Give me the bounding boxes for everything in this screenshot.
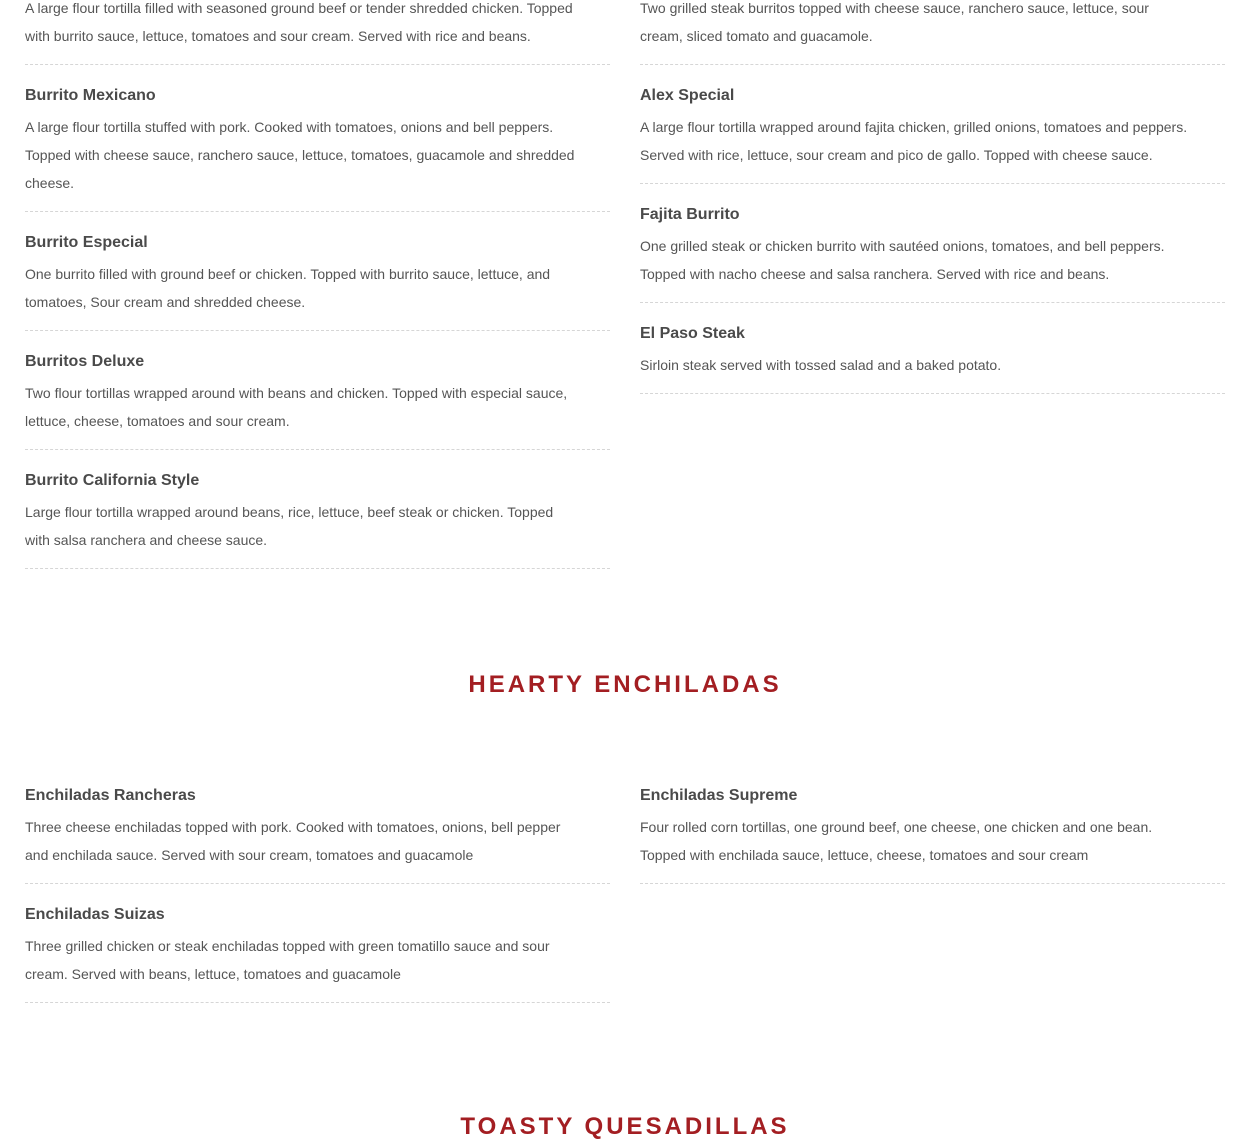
menu-item-description: Sirloin steak served with tossed salad and a baked potato.	[640, 357, 1002, 373]
menu-item	[25, 232, 610, 331]
menu-item-name: Alex Special	[640, 87, 735, 104]
menu-item	[640, 0, 1225, 65]
menu-item-name: El Paso Steak	[640, 325, 745, 342]
menu-item-description: A large flour tortilla filled with seasoned ground beef or tender shredded chicken. Topped with burrito sauce, lettuce, tomatoes and sour cream. Served with rice and beans.	[25, 0, 573, 44]
menu-item-description: One grilled steak or chicken burrito with sautéed onions, tomatoes, and bell peppers. Topped with nacho cheese and salsa ranchera. Served with rice and beans.	[640, 238, 1165, 282]
menu-item-description: A large flour tortilla stuffed with pork. Cooked with tomatoes, onions and bell peppers. Topped with cheese sauce, ranchero sauce, lettuce, tomatoes, guacamole and shredded cheese.	[25, 119, 575, 191]
menu-item	[25, 785, 610, 884]
menu-item-description: Three cheese enchiladas topped with pork. Cooked with tomatoes, onions, bell pepper and enchilada sauce. Served with sour cream, tomatoes and guacamole	[25, 819, 561, 863]
menu-item-name: Enchiladas Suizas	[25, 906, 165, 923]
menu-item	[25, 351, 610, 450]
menu-item-description: Four rolled corn tortillas, one ground beef, one cheese, one chicken and one bean. Topped with enchilada sauce, lettuce, cheese, tomatoes and sour cream	[640, 819, 1153, 863]
menu-item	[640, 785, 1225, 884]
section-heading-quesadillas: TOASTY QUESADILLAS	[460, 1113, 790, 1140]
menu-item-description: A large flour tortilla wrapped around fajita chicken, grilled onions, tomatoes and peppers. Served with rice, lettuce, sour cream and pico de gallo. Topped with cheese sauce.	[640, 119, 1188, 163]
menu-item	[640, 85, 1225, 184]
menu-item-name: Enchiladas Rancheras	[25, 787, 196, 804]
menu-item-name: Burrito Mexicano	[25, 87, 156, 104]
burritos-left-column	[25, 0, 610, 589]
menu-item	[25, 85, 610, 212]
enchiladas-right-column	[640, 785, 1225, 904]
menu-item-description: Large flour tortilla wrapped around beans, rice, lettuce, beef steak or chicken. Topped with salsa ranchera and cheese sauce.	[25, 504, 554, 548]
menu-item	[640, 323, 1225, 394]
menu-item-description: One burrito filled with ground beef or chicken. Topped with burrito sauce, lettuce, and tomatoes, Sour cream and shredded cheese.	[25, 266, 551, 310]
section-heading-enchiladas: HEARTY ENCHILADAS	[468, 671, 782, 698]
enchiladas-left-column	[25, 785, 610, 1023]
menu-item	[640, 204, 1225, 303]
menu-item	[25, 0, 610, 65]
menu-item-name: Enchiladas Supreme	[640, 787, 798, 804]
menu-item-name: Fajita Burrito	[640, 206, 740, 223]
menu-item-name: Burrito Especial	[25, 234, 148, 251]
burritos-right-column	[640, 0, 1225, 414]
menu-item-description: Two flour tortillas wrapped around with beans and chicken. Topped with especial sauce, lettuce, cheese, tomatoes and sour cream.	[25, 385, 568, 429]
menu-item-description: Two grilled steak burritos topped with cheese sauce, ranchero sauce, lettuce, sour cream, sliced tomato and guacamole.	[640, 0, 1149, 44]
menu-item-name: Burritos Deluxe	[25, 353, 145, 370]
menu-item	[25, 470, 610, 569]
menu-item-description: Three grilled chicken or steak enchiladas topped with green tomatillo sauce and sour cream. Served with beans, lettuce, tomatoes and guacamole	[25, 938, 550, 982]
menu-item	[25, 904, 610, 1003]
menu-item-name: Burrito California Style	[25, 472, 200, 489]
